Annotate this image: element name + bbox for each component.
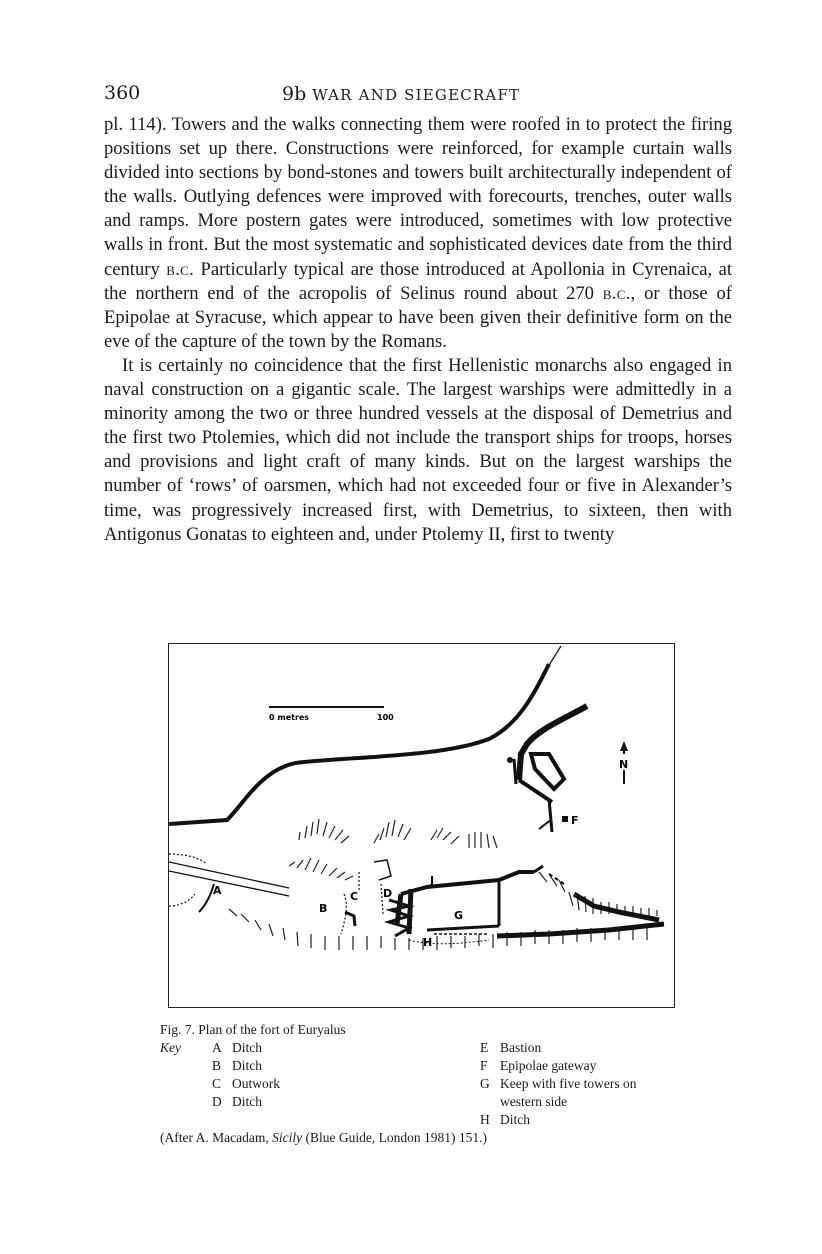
key-description: Outwork	[232, 1076, 280, 1091]
key-item-h	[480, 1111, 710, 1129]
body-text	[104, 113, 732, 547]
cliff-edge	[169, 664, 549, 824]
ditch-h	[409, 940, 489, 944]
label-f: F	[571, 814, 579, 827]
key-description: Ditch	[232, 1094, 262, 1109]
key-item-c	[212, 1075, 412, 1093]
fort-plan-figure	[168, 643, 675, 1008]
scale-end-label: 100	[377, 713, 394, 722]
tower-marker	[507, 757, 513, 763]
paragraph-1-part-1: pl. 114). Towers and the walks connecting them were roofed in to protect the firing positions set up there. Constructions were reinforced, for example curtain walls divided into sections by bond-stones and towers built architecturally independent of the walls. Outlying defences were improved with forecourts, trenches, outer walls and ramps. More postern gates were introduced, sometimes with low protective walls in front. But the most systematic and sophisticated devices date from the third century	[104, 114, 732, 280]
key-letter: C	[212, 1076, 222, 1091]
keep-g	[389, 866, 564, 936]
label-d: D	[383, 887, 393, 900]
key-letter: G	[480, 1076, 490, 1091]
key-letter: E	[480, 1040, 489, 1055]
key-item-e	[480, 1039, 710, 1057]
key-letter: H	[480, 1112, 490, 1127]
source-suffix: (Blue Guide, London 1981) 151.)	[302, 1130, 487, 1145]
running-header	[104, 82, 732, 106]
fort-plan-map	[169, 644, 673, 1006]
bc-abbrev-1: b.c.	[166, 258, 195, 280]
key-letter: F	[480, 1058, 488, 1073]
caption-title: Fig. 7. Plan of the fort of Euryalus	[160, 1022, 346, 1037]
key-description-continued: western side	[500, 1094, 568, 1109]
western-ditch-lines	[169, 854, 289, 912]
label-a: A	[213, 884, 222, 897]
label-h: H	[423, 936, 433, 949]
key-description: Epipolae gateway	[500, 1058, 597, 1073]
southern-wall	[497, 924, 664, 936]
paragraph-1-part-2: Particularly typical are those introduced at Apollonia in Cyrenaica, at the northern end of the acropolis of Selinus round about 270	[104, 258, 733, 304]
label-c: C	[350, 890, 359, 903]
key-letter: B	[212, 1058, 222, 1073]
key-description: Bastion	[500, 1040, 542, 1055]
key-left-column	[212, 1039, 412, 1111]
cliff-edge-extension	[541, 646, 561, 678]
bastion-e-marker	[562, 816, 568, 822]
key-description: Ditch	[232, 1040, 262, 1055]
source-title: Sicily	[272, 1130, 303, 1145]
chapter-number: 9b	[282, 83, 307, 105]
label-g: G	[454, 909, 464, 922]
scale-start-label: 0 metres	[269, 713, 310, 722]
key-letter: A	[212, 1040, 222, 1055]
key-item-d	[212, 1093, 412, 1111]
bc-abbrev-2: b.c.	[602, 282, 631, 304]
label-j: J	[430, 874, 435, 887]
key-item-a	[212, 1039, 412, 1057]
key-letter: D	[212, 1094, 222, 1109]
figure-source	[160, 1129, 487, 1147]
key-description: Keep with five towers on	[500, 1076, 637, 1091]
paragraph-2: It is certainly no coincidence that the first Hellenistic monarchs also engaged in naval construction on a gigantic scale. The largest warships were admittedly in a minority among the two or three hundred vessels at the disposal of Demetrius and the first two Ptolemies, which did not include the transport ships for troops, horses and provisions and light craft of many kinds. But on the largest warships the number of ‘rows’ of oarsmen, which had not exceeded four or five in Alexander’s time, was progressively increased first, with Demetrius, to sixteen, then with Antigonus Gonatas to eighteen and, under Ptolemy II, first to twenty	[104, 354, 732, 545]
paragraph-1	[104, 113, 732, 354]
page-number: 360	[104, 82, 141, 104]
key-right-column	[480, 1039, 710, 1129]
running-head	[282, 83, 520, 105]
north-label: N	[619, 758, 629, 771]
chapter-title: WAR AND SIEGECRAFT	[312, 86, 521, 104]
source-prefix: (After A. Macadam,	[160, 1130, 273, 1145]
key-item-b	[212, 1057, 412, 1075]
paragraph-1-part-3: , or those of Epipolae at Syracuse, which appear to have been given their definitive form on the eve of the capture of the town by the Romans.	[104, 282, 732, 352]
key-description: Ditch	[232, 1058, 262, 1073]
label-b: B	[319, 902, 328, 915]
key-item-g	[480, 1075, 710, 1111]
key-item-f	[480, 1057, 710, 1075]
key-heading: Key	[160, 1040, 181, 1055]
key-description: Ditch	[500, 1112, 530, 1127]
